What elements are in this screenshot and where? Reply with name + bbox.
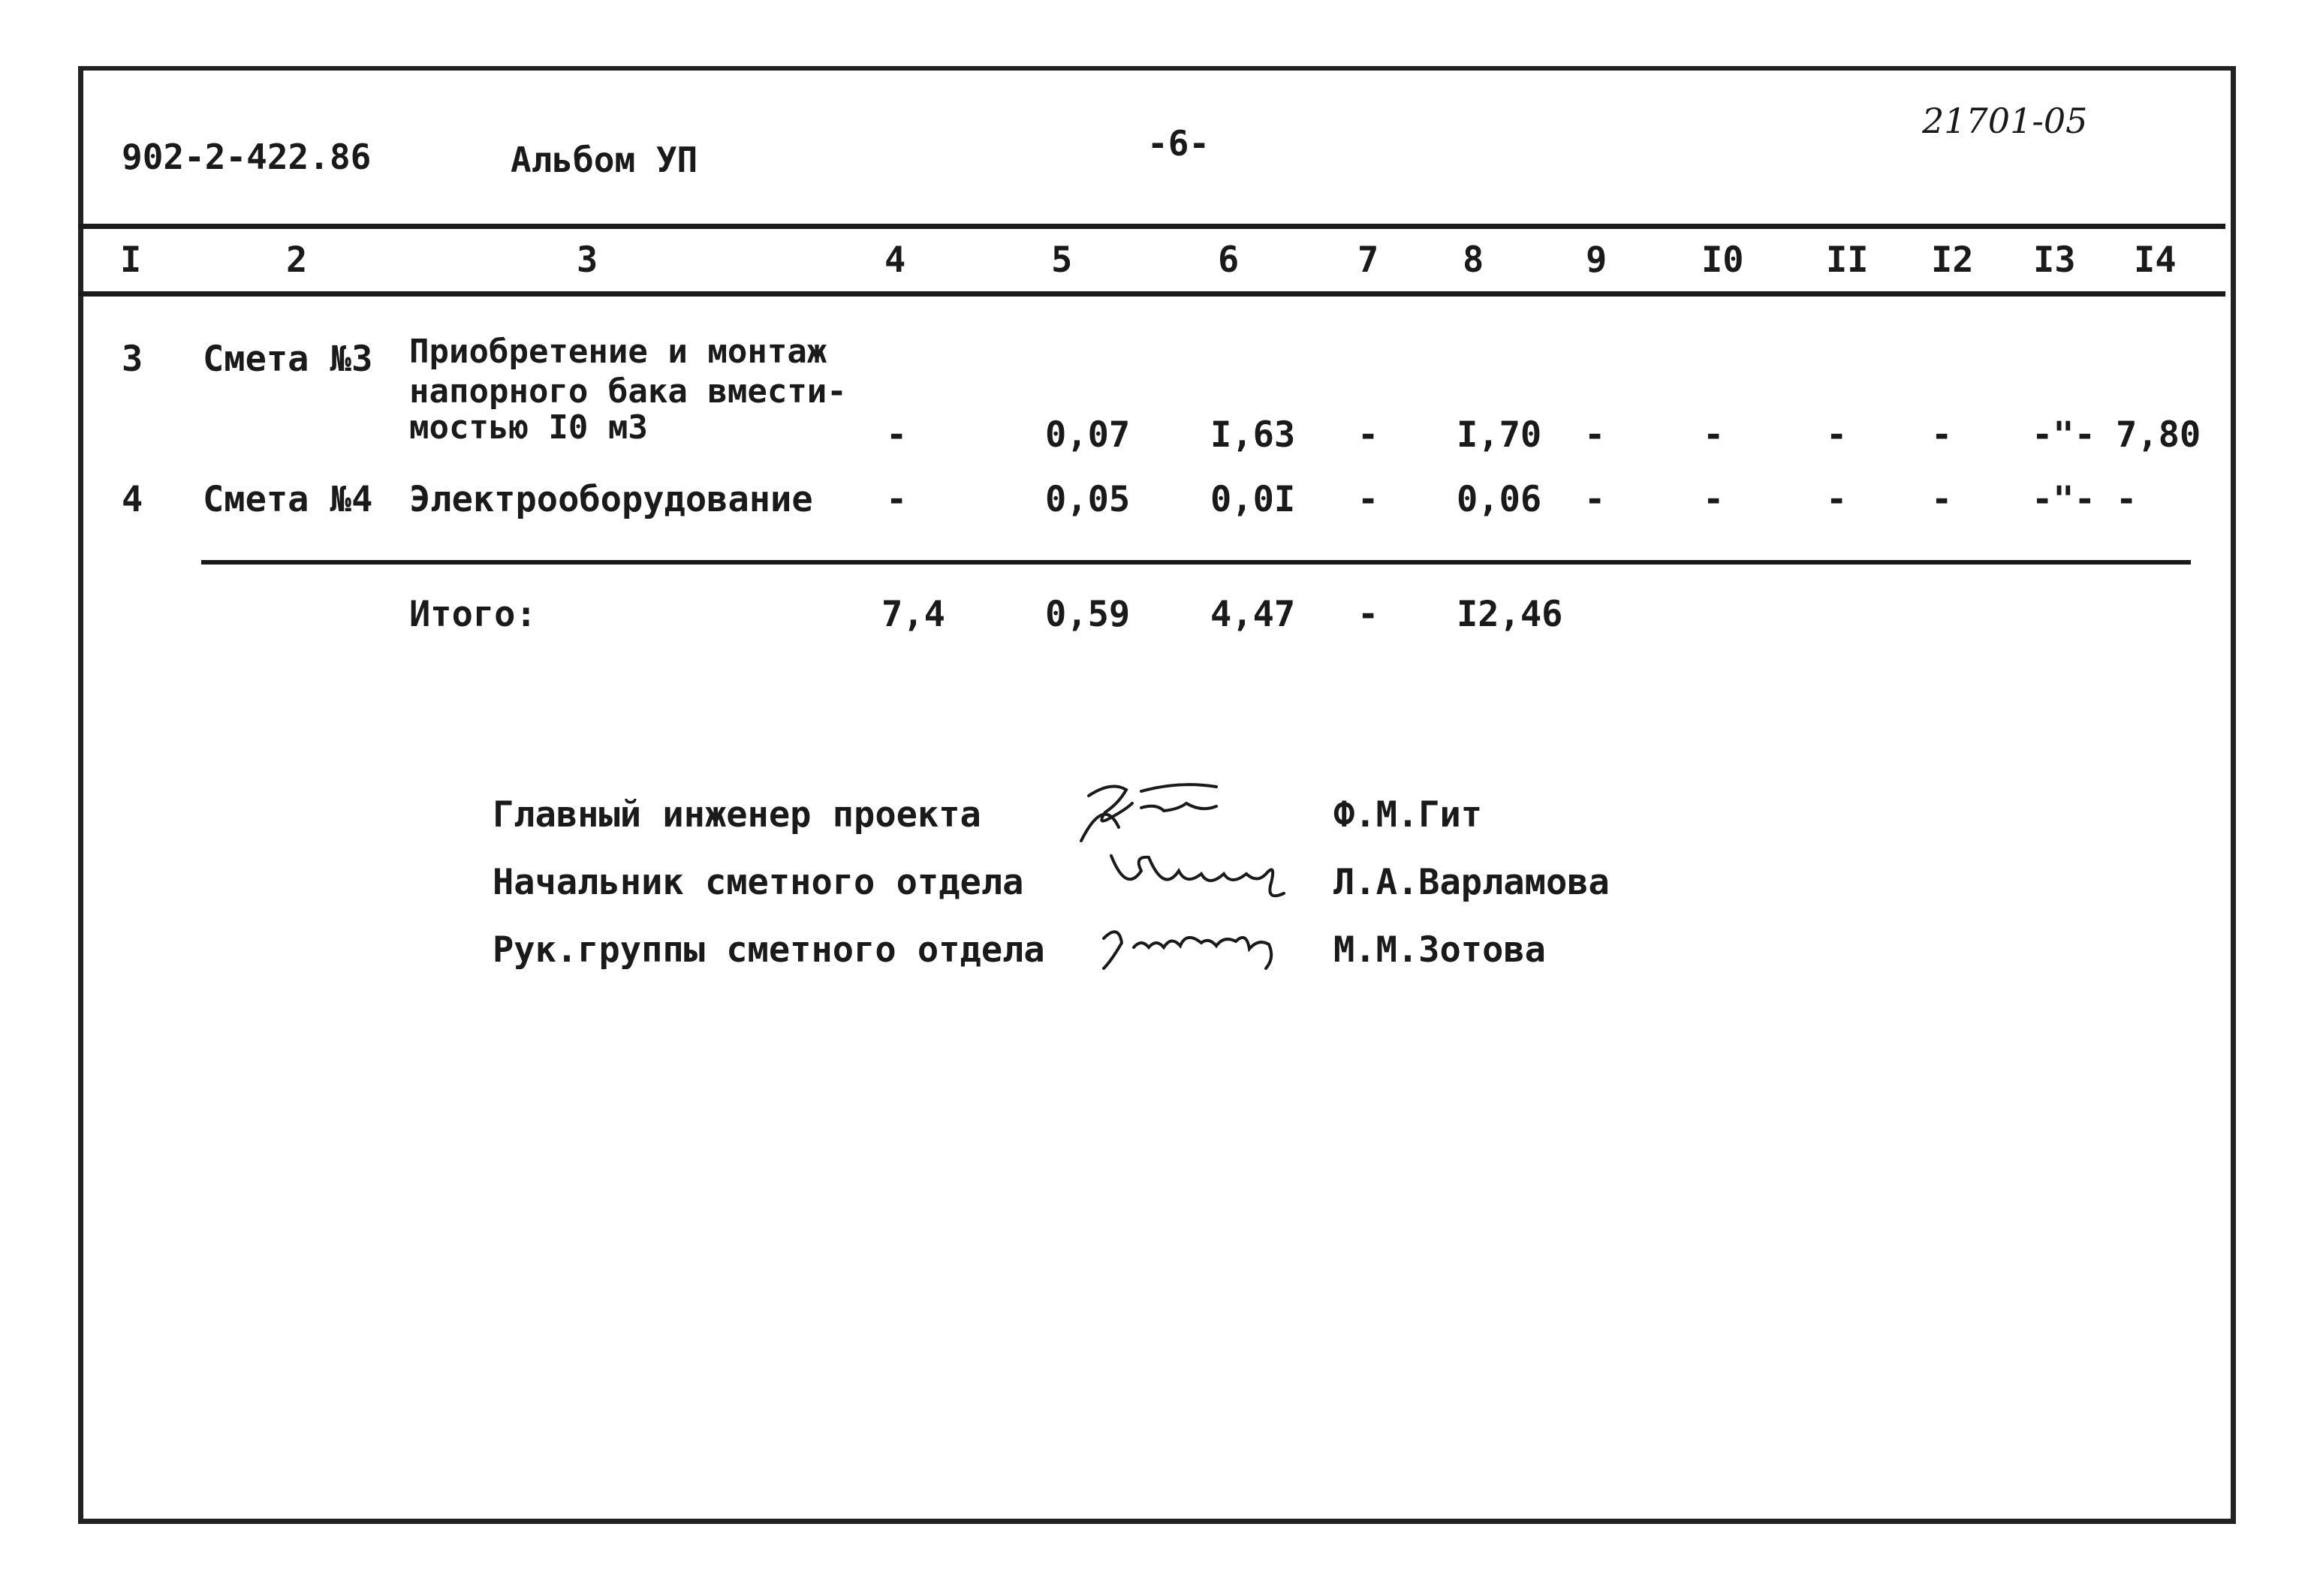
total-c5: 0,59 xyxy=(1045,594,1131,635)
cell-c4: - xyxy=(886,479,908,520)
col-header: 9 xyxy=(1586,239,1607,281)
col-header: I4 xyxy=(2134,239,2177,281)
cell-c5: 0,05 xyxy=(1045,479,1131,520)
total-c4: 7,4 xyxy=(881,594,945,635)
page-number: -6- xyxy=(1147,123,1210,164)
cell-c11: - xyxy=(1826,479,1848,520)
item-name-line: Электрооборудование xyxy=(409,479,813,520)
cell-c13: -"- xyxy=(2032,479,2096,520)
cell-c5: 0,07 xyxy=(1045,414,1131,456)
row-number: 3 xyxy=(122,339,143,380)
cell-c10: - xyxy=(1703,414,1725,456)
cell-c6: 0,0I xyxy=(1210,479,1296,520)
col-header: 8 xyxy=(1463,239,1484,281)
cell-c8: I,70 xyxy=(1457,414,1542,456)
signature-role: Рук.группы сметного отдела xyxy=(493,929,1045,971)
col-header: 4 xyxy=(884,239,906,281)
total-rule xyxy=(201,560,2191,565)
col-header: I0 xyxy=(1701,239,1744,281)
cell-c9: - xyxy=(1584,479,1606,520)
signature-role: Начальник сметного отдела xyxy=(493,862,1024,903)
col-header: 7 xyxy=(1357,239,1379,281)
signature-role: Главный инженер проекта xyxy=(493,794,981,836)
cell-c13: -"- xyxy=(2032,414,2096,456)
total-c7: - xyxy=(1357,594,1379,635)
col-header: 3 xyxy=(577,239,598,281)
cell-c7: - xyxy=(1357,414,1379,456)
document-code: 902-2-422.86 xyxy=(122,137,372,177)
total-label: Итого: xyxy=(409,594,537,635)
cell-c14: - xyxy=(2116,479,2138,520)
cell-c10: - xyxy=(1703,479,1725,520)
stamp-number: 21701-05 xyxy=(1922,101,2088,141)
header-bottom-rule xyxy=(78,291,2225,297)
handwritten-signature-2 xyxy=(1096,841,1321,916)
handwritten-signature-3 xyxy=(1089,908,1321,983)
estimate-ref: Смета №3 xyxy=(203,339,373,380)
col-header: 5 xyxy=(1051,239,1073,281)
cell-c12: - xyxy=(1931,414,1953,456)
signature-name: Л.А.Варламова xyxy=(1333,862,1610,903)
col-header: II xyxy=(1826,239,1869,281)
cell-c6: I,63 xyxy=(1210,414,1296,456)
cell-c9: - xyxy=(1584,414,1606,456)
estimate-ref: Смета №4 xyxy=(203,479,373,520)
cell-c8: 0,06 xyxy=(1457,479,1542,520)
cell-c12: - xyxy=(1931,479,1953,520)
signature-name: М.М.Зотова xyxy=(1333,929,1546,971)
col-header: I xyxy=(120,239,142,281)
row-number: 4 xyxy=(122,479,143,520)
col-header: 6 xyxy=(1218,239,1240,281)
album-label: Альбом УП xyxy=(511,140,698,180)
cell-c4: - xyxy=(886,414,908,456)
item-name-line: мостью I0 м3 xyxy=(409,408,648,447)
total-c6: 4,47 xyxy=(1210,594,1296,635)
item-name-line: напорного бака вмести- xyxy=(409,372,847,411)
header-top-rule xyxy=(78,224,2225,229)
total-c8: I2,46 xyxy=(1457,594,1563,635)
cell-c14: 7,80 xyxy=(2116,414,2201,456)
cell-c11: - xyxy=(1826,414,1848,456)
signature-name: Ф.М.Гит xyxy=(1333,794,1483,836)
cell-c7: - xyxy=(1357,479,1379,520)
col-header: 2 xyxy=(286,239,308,281)
col-header: I2 xyxy=(1931,239,1974,281)
col-header: I3 xyxy=(2033,239,2076,281)
item-name-line: Приобретение и монтаж xyxy=(409,333,827,371)
